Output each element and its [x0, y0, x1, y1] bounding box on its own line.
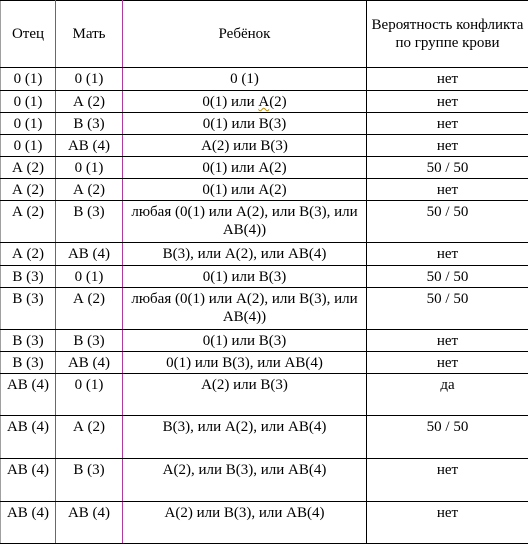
conflict-cell: нет [367, 135, 528, 157]
mother-cell: А (2) [56, 179, 123, 201]
mother-cell: А (2) [56, 91, 123, 113]
mother-cell: 0 (1) [56, 374, 123, 416]
mother-cell: В (3) [56, 113, 123, 135]
child-cell: 0(1) или В(3) [123, 330, 367, 352]
table-row [1, 113, 528, 135]
table-row [1, 288, 528, 330]
conflict-cell: 50 / 50 [367, 157, 528, 179]
child-cell: А(2) или В(3) [123, 135, 367, 157]
mother-cell: В (3) [56, 459, 123, 502]
child-text-post: (2) [269, 94, 287, 110]
table-row [1, 135, 528, 157]
table-row [1, 157, 528, 179]
conflict-cell: нет [367, 330, 528, 352]
child-cell: 0(1) или В(3) [123, 113, 367, 135]
header-conflict: Вероятность конфликта по группе крови [367, 1, 528, 68]
table-row [1, 243, 528, 266]
father-cell: А (2) [1, 179, 56, 201]
table-row [1, 459, 528, 502]
child-cell: А(2) или В(3), или АВ(4) [123, 502, 367, 544]
table-row [1, 91, 528, 113]
header-father: Отец [1, 1, 56, 68]
conflict-cell: нет [367, 243, 528, 266]
child-cell: 0(1) или А(2) [123, 157, 367, 179]
table-row [1, 330, 528, 352]
header-mother: Мать [56, 1, 123, 68]
conflict-cell: нет [367, 502, 528, 544]
father-cell: В (3) [1, 288, 56, 330]
mother-cell: А (2) [56, 288, 123, 330]
table-row [1, 416, 528, 459]
conflict-cell: да [367, 374, 528, 416]
father-cell: АВ (4) [1, 502, 56, 544]
conflict-cell: нет [367, 459, 528, 502]
header-row [1, 1, 528, 68]
mother-cell: 0 (1) [56, 266, 123, 288]
child-cell [123, 91, 367, 113]
conflict-cell: 50 / 50 [367, 201, 528, 243]
father-cell: А (2) [1, 243, 56, 266]
conflict-cell: 50 / 50 [367, 288, 528, 330]
father-cell: 0 (1) [1, 135, 56, 157]
table-row [1, 374, 528, 416]
father-cell: АВ (4) [1, 374, 56, 416]
mother-cell: 0 (1) [56, 157, 123, 179]
father-cell: В (3) [1, 352, 56, 374]
conflict-cell: нет [367, 91, 528, 113]
child-cell: 0 (1) [123, 68, 367, 91]
table-row [1, 68, 528, 91]
mother-cell: АВ (4) [56, 243, 123, 266]
child-cell: А(2) или В(3) [123, 374, 367, 416]
table-row [1, 502, 528, 544]
table-row [1, 266, 528, 288]
conflict-cell: нет [367, 113, 528, 135]
spellcheck-marked-text: А [258, 94, 270, 110]
mother-cell: А (2) [56, 416, 123, 459]
conflict-cell: нет [367, 68, 528, 91]
table-row [1, 201, 528, 243]
mother-cell: АВ (4) [56, 352, 123, 374]
father-cell: В (3) [1, 266, 56, 288]
mother-cell: АВ (4) [56, 135, 123, 157]
child-cell: 0(1) или А(2) [123, 179, 367, 201]
father-cell: А (2) [1, 157, 56, 179]
conflict-cell: нет [367, 179, 528, 201]
child-cell: любая (0(1) или А(2), или В(3), или АВ(4)) [123, 201, 367, 243]
header-child: Ребёнок [123, 1, 367, 68]
father-cell: АВ (4) [1, 459, 56, 502]
mother-cell: В (3) [56, 330, 123, 352]
table-row [1, 179, 528, 201]
father-cell: А (2) [1, 201, 56, 243]
child-cell: любая (0(1) или А(2), или В(3), или АВ(4)) [123, 288, 367, 330]
child-cell: В(3), или А(2), или АВ(4) [123, 416, 367, 459]
child-text-pre: 0(1) или [202, 94, 259, 110]
father-cell: 0 (1) [1, 91, 56, 113]
father-cell: АВ (4) [1, 416, 56, 459]
conflict-cell: 50 / 50 [367, 266, 528, 288]
conflict-cell: 50 / 50 [367, 416, 528, 459]
child-cell: 0(1) или В(3) [123, 266, 367, 288]
child-cell: 0(1) или В(3), или АВ(4) [123, 352, 367, 374]
mother-cell: АВ (4) [56, 502, 123, 544]
child-cell: А(2), или В(3), или АВ(4) [123, 459, 367, 502]
child-cell: В(3), или А(2), или АВ(4) [123, 243, 367, 266]
mother-cell: 0 (1) [56, 68, 123, 91]
mother-cell: В (3) [56, 201, 123, 243]
table-row [1, 352, 528, 374]
father-cell: 0 (1) [1, 68, 56, 91]
father-cell: В (3) [1, 330, 56, 352]
father-cell: 0 (1) [1, 113, 56, 135]
conflict-cell: нет [367, 352, 528, 374]
